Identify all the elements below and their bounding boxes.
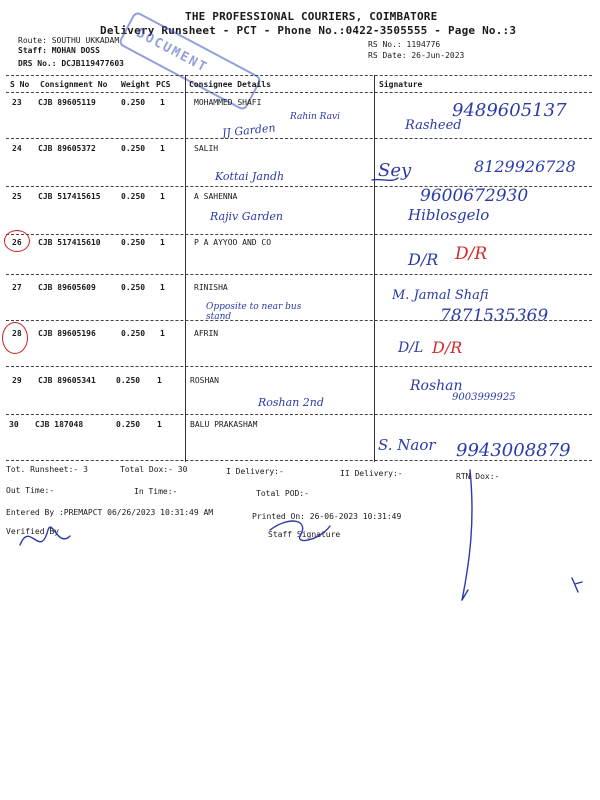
runsheet-subtitle: Delivery Runsheet - PCT - Phone No.:0422-3505555 - Page No.:3 xyxy=(100,24,517,37)
row-consignment: CJB 517415615 xyxy=(38,192,101,201)
in-time: In Time:- xyxy=(134,487,178,496)
row-consignee: SALIH xyxy=(194,144,219,153)
row-weight: 0.250 xyxy=(121,238,146,247)
handwritten-phone: 9489605137 xyxy=(452,100,567,121)
row-consignment: CJB 89605119 xyxy=(38,98,96,107)
row-consignee: ROSHAN xyxy=(190,376,219,385)
corner-mark xyxy=(572,578,582,592)
row-consignment: CJB 89605341 xyxy=(38,376,96,385)
rs-number: RS No.: 1194776 xyxy=(368,40,441,49)
handwritten-address: JJ Garden xyxy=(221,121,277,140)
printed-on: Printed On: 26-06-2023 10:31:49 xyxy=(252,512,402,521)
col-header-consignee: Consignee Details xyxy=(189,80,271,89)
handwritten-signature: Roshan xyxy=(410,378,463,394)
col-header-signature: Signature xyxy=(379,80,423,89)
staff-signature: Staff Signature xyxy=(268,530,341,539)
handwritten-signature: D/L xyxy=(398,340,424,356)
handwritten-address: Kottai Jandh xyxy=(215,170,285,183)
document-stamp: DOCUMENT xyxy=(118,10,263,111)
row-consignee: A SAHENNA xyxy=(194,192,238,201)
row-consignment: CJB 89605196 xyxy=(38,329,96,338)
row-consignee: MOHAMMED SHAFI xyxy=(194,98,262,107)
handwritten-signature: S. Naor xyxy=(378,436,436,454)
row-consignee: BALU PRAKASHAM xyxy=(190,420,258,429)
row-consignment: CJB 517415610 xyxy=(38,238,101,247)
row24-underline-stroke xyxy=(372,178,398,180)
row-consignee: RINISHA xyxy=(194,283,228,292)
row-sno: 29 xyxy=(12,376,22,385)
row-sno: 28 xyxy=(12,329,22,338)
row-consignee: AFRIN xyxy=(194,329,219,338)
ii-delivery: II Delivery:- xyxy=(340,469,403,478)
row-weight: 0.250 xyxy=(121,329,146,338)
col-header-consignment: Consignment No xyxy=(40,80,108,89)
handwritten-address: Opposite to near bus stand xyxy=(206,302,302,322)
handwritten-phone: 8129926728 xyxy=(474,157,576,176)
handwritten-red-mark: D/R xyxy=(432,338,463,357)
handwritten-signature: Rasheed xyxy=(405,118,462,133)
row-weight: 0.250 xyxy=(121,283,146,292)
row-pcs: 1 xyxy=(157,376,162,385)
tot-runsheet: Tot. Runsheet:- 3 xyxy=(6,465,88,474)
row-pcs: 1 xyxy=(157,420,162,429)
handwritten-extra: Rahin Ravi xyxy=(290,112,340,122)
row-pcs: 1 xyxy=(160,238,165,247)
handwritten-red-mark: D/R xyxy=(455,244,488,264)
row-consignee: P A AYYOO AND CO xyxy=(194,238,272,247)
row-weight: 0.250 xyxy=(116,420,141,429)
handwritten-signature: M. Jamal Shafi xyxy=(392,288,489,303)
rs-date: RS Date: 26-Jun-2023 xyxy=(368,51,465,60)
staff-signature-stroke xyxy=(270,521,330,541)
row-pcs: 1 xyxy=(160,283,165,292)
handwritten-phone: 9003999925 xyxy=(452,392,516,403)
handwritten-phone: 9600672930 xyxy=(420,186,529,206)
row-pcs: 1 xyxy=(160,144,165,153)
row-pcs: 1 xyxy=(160,98,165,107)
handwritten-signature: Hiblosgelo xyxy=(408,206,490,224)
route-label: Route: SOUTHU UKKADAM xyxy=(18,36,120,45)
row-weight: 0.250 xyxy=(121,192,146,201)
row-sno: 24 xyxy=(12,144,22,153)
total-dox: Total Dox:- 30 xyxy=(120,465,188,474)
verified-by: Verified By xyxy=(6,527,59,536)
col-header-sno: S No xyxy=(10,80,30,89)
row-weight: 0.250 xyxy=(121,98,146,107)
row-sno: 30 xyxy=(9,420,19,429)
company-name: THE PROFESSIONAL COURIERS, COIMBATORE xyxy=(185,10,438,23)
drs-number: DRS No.: DCJB119477603 xyxy=(18,59,124,68)
col-header-pcs: PCS xyxy=(156,80,171,89)
handwritten-signature: Sey xyxy=(378,160,412,181)
row-consignment: CJB 89605609 xyxy=(38,283,96,292)
row-sno: 26 xyxy=(12,238,22,247)
total-pod: Total POD:- xyxy=(256,489,309,498)
handwritten-signature: D/R xyxy=(408,250,439,269)
row-consignment: CJB 89605372 xyxy=(38,144,96,153)
handwritten-phone: 9943008879 xyxy=(456,440,571,461)
row-consignment: CJB 187048 xyxy=(35,420,84,429)
out-time: Out Time:- xyxy=(6,486,55,495)
verifier-signature-stroke xyxy=(20,527,70,545)
handwritten-address: Roshan 2nd xyxy=(258,396,324,409)
row-sno: 23 xyxy=(12,98,22,107)
row-sno: 27 xyxy=(12,283,22,292)
handwritten-address: Rajiv Garden xyxy=(210,210,283,223)
staff-label: Staff: MOHAN DOSS xyxy=(18,46,100,55)
row-weight: 0.250 xyxy=(121,144,146,153)
i-delivery: I Delivery:- xyxy=(226,467,284,476)
rtn-dox: RTN Dox:- xyxy=(456,472,500,481)
row-sno: 25 xyxy=(12,192,22,201)
row-pcs: 1 xyxy=(160,192,165,201)
row-weight: 0.250 xyxy=(116,376,141,385)
pen-stroke xyxy=(462,470,472,600)
row-pcs: 1 xyxy=(160,329,165,338)
col-header-weight: Weight xyxy=(121,80,150,89)
handwritten-phone: 7871535369 xyxy=(440,306,549,326)
entered-by: Entered By :PREMAPCT 06/26/2023 10:31:49 AM xyxy=(6,508,214,517)
